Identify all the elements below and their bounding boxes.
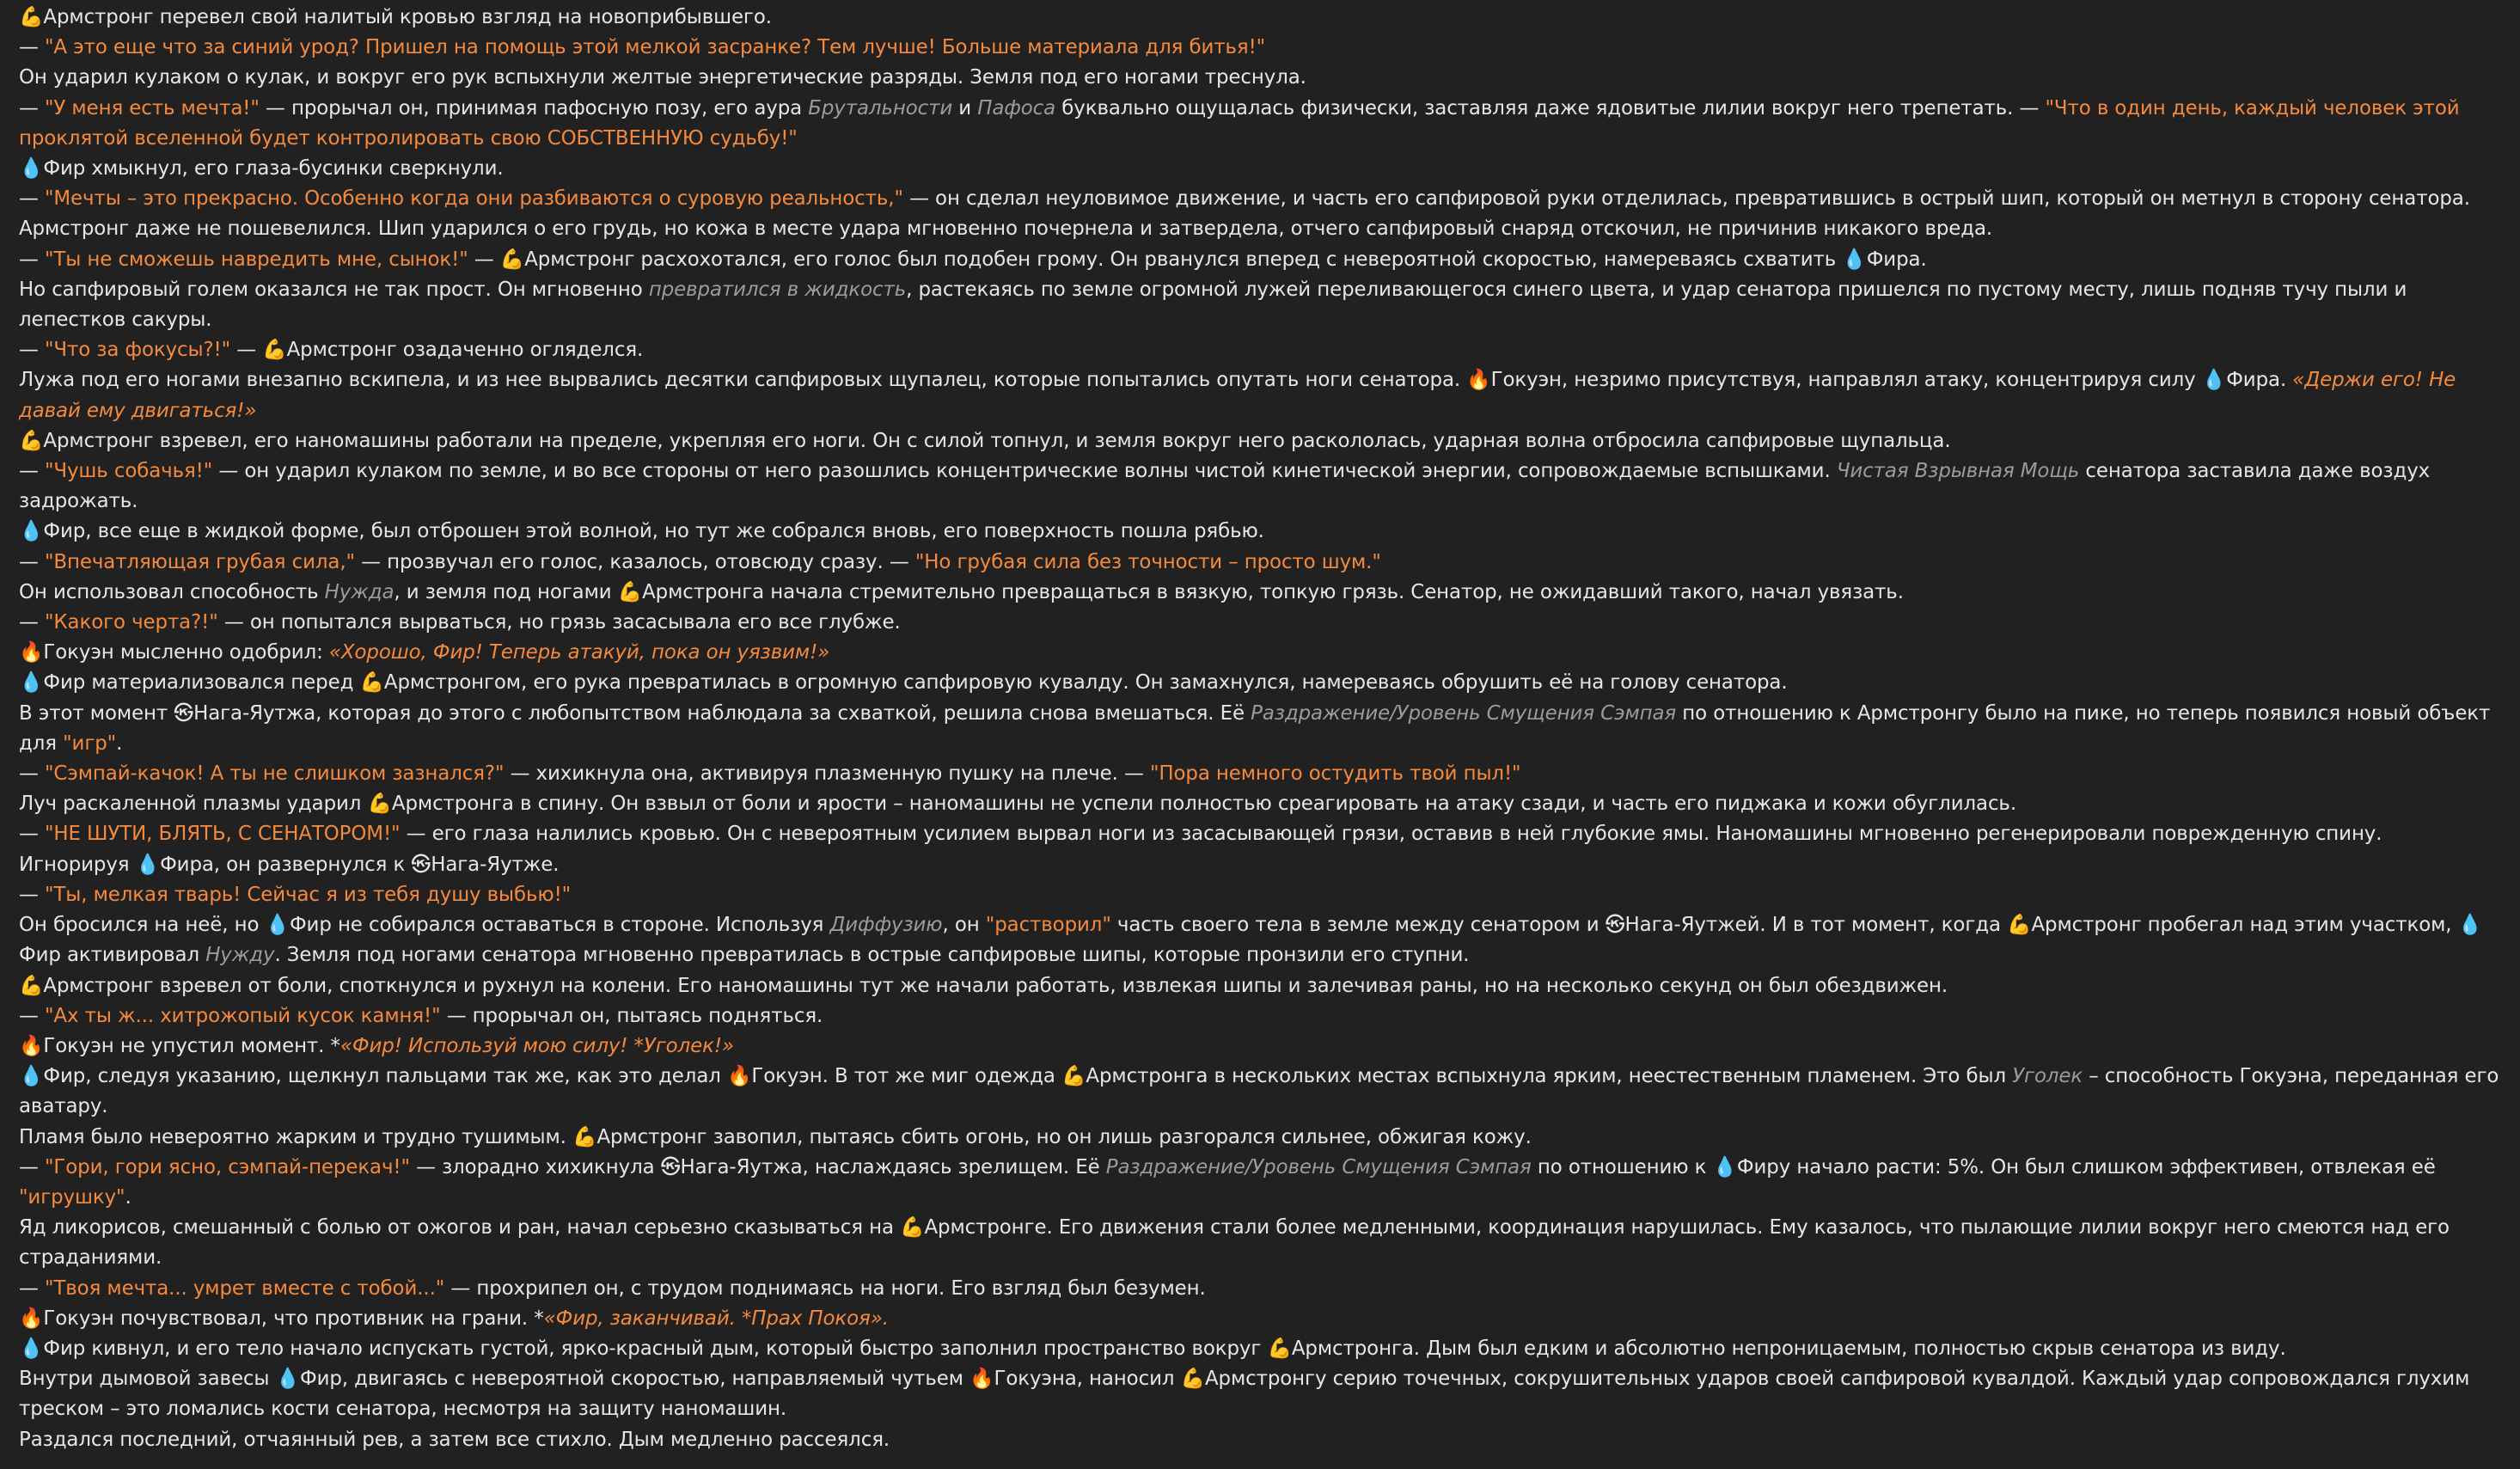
text-segment: Армстронгом, его рука превратилась в огромную сапфировую кувалду. Он замахнулся, намереваясь обрушить её на голову сенатора.	[383, 671, 1788, 695]
text-segment: сенатора заставила даже воздух задрожать.	[19, 460, 2431, 513]
droplet-icon: 💧	[19, 1065, 44, 1088]
text-segment: .	[125, 1185, 132, 1209]
story-paragraph	[19, 608, 2503, 638]
story-paragraph	[19, 759, 2503, 789]
text-segment: часть своего тела в земле между сенатором и	[1110, 914, 1606, 937]
text-segment: Армстронг расхохотался, его голос был подобен грому. Он рванулся вперед с невероятной скоростью, намереваясь схватить	[524, 248, 1843, 271]
text-segment: — прорычал он, принимая пафосную позу, его аура	[259, 96, 809, 119]
text-segment: Фира.	[1866, 248, 1927, 271]
text-segment: Армстронгу серию точечных, сокрушительных ударов своей сапфировой кувалдой. Каждый удар сопровождался глухим треском – это ломались кости сенатора, несмотря на защиту наномашин.	[19, 1368, 2470, 1421]
muscle-icon: 💪	[19, 974, 44, 997]
text-segment: Гокуэн. В тот же миг одежда	[751, 1065, 1062, 1088]
text-segment: и	[952, 96, 978, 119]
dialogue-quote: "Какого черта?!"	[44, 611, 218, 634]
ability-name: Раздражение/Уровень Смущения Сэмпая	[1105, 1155, 1532, 1178]
text-segment: Игнорируя	[19, 853, 136, 876]
droplet-icon: 💧	[265, 914, 290, 937]
telepathic-quote: «Фир! Используй мою силу! *Уголек!»	[339, 1034, 734, 1057]
story-paragraph	[19, 789, 2503, 819]
text-segment: Фир, двигаясь с невероятной скоростью, направляемый чутьем	[299, 1368, 970, 1391]
story-paragraph	[19, 1334, 2503, 1364]
dialogue-quote: "игр"	[63, 731, 117, 755]
dialogue-quote: "А это еще что за синий урод? Пришел на помощь этой мелкой засранке? Тем лучше! Больше материала для битья!"	[44, 36, 1266, 59]
ability-name: Чистая Взрывная Мощь	[1836, 460, 2080, 483]
text-segment: —	[19, 550, 45, 573]
text-segment: —	[19, 1155, 45, 1178]
text-segment: по отношению к Армстронгу было на пике, но теперь появился новый объект для	[19, 701, 2491, 755]
naga-emblem-icon: ㉿	[174, 701, 194, 725]
text-segment: —	[468, 248, 500, 271]
text-segment: Пламя было невероятно жарким и трудно тушимым.	[19, 1125, 573, 1148]
text-segment: , он	[942, 914, 986, 937]
text-segment: – способность Гокуэна, переданная его аватару.	[19, 1065, 2499, 1118]
dialogue-quote: "Ты не сможешь навредить мне, сынок!"	[44, 248, 468, 271]
story-paragraph	[19, 578, 2503, 608]
text-segment: Фир кивнул, и его тело начало испускать густой, ярко-красный дым, который быстро заполнил пространство вокруг	[43, 1337, 1268, 1360]
story-paragraph	[19, 699, 2503, 759]
story-paragraph	[19, 184, 2503, 214]
dialogue-quote: "Что в один день, каждый человек этой проклятой вселенной будет контролировать свою СОБСТВЕННУЮ судьбу!"	[19, 96, 2460, 150]
story-paragraph	[19, 1062, 2503, 1122]
text-segment: — злорадно хихикнула	[409, 1155, 661, 1178]
story-paragraph	[19, 426, 2503, 456]
text-segment: Нага-Яутжа, которая до этого с любопытством наблюдала за схваткой, решила снова вмешаться. Её	[193, 701, 1251, 725]
text-segment: — прохрипел он, с трудом поднимаясь на ноги. Его взгляд был безумен.	[444, 1276, 1206, 1300]
story-paragraph	[19, 214, 2503, 244]
text-segment: —	[19, 96, 45, 119]
text-segment: — он сделал неуловимое движение, и часть его сапфировой руки отделилась, превратившись в острый шип, который он метнул в сторону сенатора.	[902, 187, 2470, 211]
droplet-icon: 💧	[2457, 914, 2483, 937]
story-paragraph	[19, 33, 2503, 63]
text-segment: В этот момент	[19, 701, 174, 725]
story-paragraph	[19, 819, 2503, 849]
text-segment: Армстронга в нескольких местах вспыхнула ярким, неестественным пламенем. Это был	[1086, 1065, 2013, 1088]
dialogue-quote: "Твоя мечта... умрет вместе с тобой..."	[44, 1276, 445, 1300]
text-segment: Армстронге. Его движения стали более медленными, координация нарушилась. Ему казалось, что пылающие лилии вокруг него смеются над его страданиями.	[19, 1216, 2450, 1270]
text-segment: —	[19, 1276, 45, 1300]
story-paragraph	[19, 850, 2503, 880]
text-segment: Нага-Яутжа, наслаждаясь зрелищем. Её	[680, 1155, 1106, 1178]
fire-icon: 🔥	[969, 1368, 994, 1391]
telepathic-quote: «Держи его! Не давай ему двигаться!»	[19, 369, 2456, 422]
story-paragraph	[19, 94, 2503, 154]
text-segment: —	[19, 883, 45, 906]
dialogue-quote: "НЕ ШУТИ, БЛЯТЬ, С СЕНАТОРОМ!"	[44, 823, 401, 846]
dialogue-quote: "Ты, мелкая тварь! Сейчас я из тебя душу выбью!"	[44, 883, 572, 906]
story-paragraph	[19, 1304, 2503, 1334]
text-segment: . Земля под ногами сенатора мгновенно превратилась в острые сапфировые шипы, которые пронзили его ступни.	[274, 944, 1470, 967]
story-paragraph	[19, 154, 2503, 184]
story-paragraph	[19, 1364, 2503, 1424]
text-segment: —	[19, 187, 45, 211]
text-segment: Лужа под его ногами внезапно вскипела, и из нее вырвались десятки сапфировых щупалец, которые попытались опутать ноги сенатора.	[19, 369, 1467, 392]
text-segment: — прозвучал его голос, казалось, отовсюду сразу. —	[354, 550, 915, 573]
text-segment: Армстронг перевел свой налитый кровью взгляд на новоприбывшего.	[43, 6, 772, 28]
story-paragraph	[19, 1213, 2503, 1273]
dialogue-quote: "Впечатляющая грубая сила,"	[44, 550, 355, 573]
dialogue-quote: "Но грубая сила без точности – просто шум."	[914, 550, 1381, 573]
story-paragraph	[19, 1153, 2503, 1213]
story-paragraph	[19, 63, 2503, 93]
ability-name: Нужду	[205, 944, 275, 967]
text-segment: —	[19, 611, 45, 634]
muscle-icon: 💪	[617, 580, 643, 603]
text-segment: Гокуэн мысленно одобрил:	[43, 641, 329, 664]
text-segment: —	[230, 339, 263, 362]
fire-icon: 🔥	[19, 1034, 44, 1057]
text-segment: Фир, все еще в жидкой форме, был отброшен этой волной, но тут же собрался вновь, его поверхность пошла рябью.	[43, 520, 1264, 543]
story-paragraph	[19, 880, 2503, 910]
story-paragraph	[19, 335, 2503, 365]
text-segment: , и земля под ногами	[394, 580, 618, 603]
droplet-icon: 💧	[275, 1368, 300, 1391]
text-segment: буквально ощущалась физически, заставляя даже ядовитые лилии вокруг него трепетать. —	[1055, 96, 2046, 119]
fire-icon: 🔥	[19, 641, 44, 664]
muscle-icon: 💪	[359, 671, 384, 695]
muscle-icon: 💪	[1180, 1368, 1205, 1391]
droplet-icon: 💧	[19, 1337, 44, 1360]
story-paragraph	[19, 548, 2503, 578]
text-segment: Армстронг озадаченно огляделся.	[286, 339, 644, 362]
muscle-icon: 💪	[572, 1125, 597, 1148]
story-paragraph	[19, 3, 2503, 33]
text-segment: — он ударил кулаком по земле, и во все стороны от него разошлись концентрические волны чистой кинетической энергии, сопровождаемые вспышками.	[212, 460, 1837, 483]
telepathic-quote: «Хорошо, Фир! Теперь атакуй, пока он уязвим!»	[328, 641, 830, 664]
naga-emblem-icon: ㉿	[1605, 914, 1625, 937]
droplet-icon: 💧	[135, 853, 161, 876]
dialogue-quote: "Что за фокусы?!"	[44, 339, 231, 362]
muscle-icon: 💪	[262, 339, 287, 362]
ability-name: Уголек	[2012, 1065, 2083, 1088]
naga-emblem-icon: ㉿	[660, 1155, 681, 1178]
muscle-icon: 💪	[19, 429, 44, 452]
text-segment: Гокуэн, незримо присутствуя, направлял атаку, концентрируя силу	[1490, 369, 2202, 392]
text-segment: — прорычал он, пытаясь подняться.	[440, 1004, 823, 1027]
text-segment: Фир материализовался перед	[43, 671, 360, 695]
droplet-icon: 💧	[1712, 1155, 1737, 1178]
text-segment: Он ударил кулаком о кулак, и вокруг его рук вспыхнули желтые энергетические разряды. Земля под его ногами треснула.	[19, 66, 1306, 89]
dialogue-quote: "Мечты – это прекрасно. Особенно когда они разбиваются о суровую реальность,"	[44, 187, 903, 211]
text-segment: —	[19, 762, 45, 786]
text-segment: Фир, следуя указанию, щелкнул пальцами так же, как это делал	[43, 1065, 727, 1088]
text-segment: Армстронга в спину. Он взвыл от боли и ярости – наномашины не успели полностью среагировать на атаку сзади, и часть его пиджака и кожи обуглилась.	[391, 793, 2016, 816]
dialogue-quote: "растворил"	[985, 914, 1111, 937]
text-segment: Он бросился на неё, но	[19, 914, 266, 937]
text-segment: Яд ликорисов, смешанный с болью от ожогов и ран, начал серьезно сказываться на	[19, 1216, 901, 1239]
text-segment: Фир хмыкнул, его глаза-бусинки сверкнули.	[43, 157, 504, 181]
text-segment: Фиру начало расти: 5%. Он был слишком эффективен, отвлекая её	[1736, 1155, 2436, 1178]
text-segment: —	[19, 36, 45, 59]
dialogue-quote: "Ах ты ж... хитрожопый кусок камня!"	[44, 1004, 441, 1027]
muscle-icon: 💪	[367, 793, 392, 816]
text-segment: Луч раскаленной плазмы ударил	[19, 793, 368, 816]
text-segment: — он попытался вырваться, но грязь засасывала его все глубже.	[217, 611, 901, 634]
text-segment: —	[19, 460, 45, 483]
muscle-icon: 💪	[2007, 914, 2032, 937]
text-segment: — хихикнула она, активируя плазменную пушку на плече. —	[504, 762, 1150, 786]
droplet-icon: 💧	[19, 520, 44, 543]
droplet-icon: 💧	[2201, 369, 2227, 392]
text-segment: Армстронг завопил, пытаясь сбить огонь, но он лишь разгорался сильнее, обжигая кожу.	[596, 1125, 1532, 1148]
text-segment: —	[19, 248, 45, 271]
story-paragraph	[19, 245, 2503, 275]
fire-icon: 🔥	[1466, 369, 1491, 392]
story-paragraph	[19, 365, 2503, 425]
text-segment: Армстронга начала стремительно превращаться в вязкую, топкую грязь. Сенатор, не ожидавший такого, начал увязать.	[642, 580, 1904, 603]
dialogue-quote: "Пора немного остудить твой пыл!"	[1149, 762, 1521, 786]
text-segment: Армстронга. Дым был едким и абсолютно непроницаемым, полностью скрыв сенатора из виду.	[1291, 1337, 2286, 1360]
text-segment: —	[19, 339, 45, 362]
story-paragraph	[19, 1425, 2503, 1455]
text-segment: Армстронг даже не пошевелился. Шип ударился о его грудь, но кожа в месте удара мгновенно почернела и затвердела, отчего сапфировый снаряд отскочил, не причинив никакого вреда.	[19, 217, 1993, 241]
text-segment: Фира.	[2226, 369, 2293, 392]
droplet-icon: 💧	[19, 157, 44, 181]
story-paragraph	[19, 910, 2503, 970]
text-segment: Нага-Яутжей. И в тот момент, когда	[1624, 914, 2008, 937]
ability-name: Раздражение/Уровень Смущения Сэмпая	[1251, 701, 1677, 725]
text-segment: —	[19, 823, 45, 846]
muscle-icon: 💪	[1267, 1337, 1292, 1360]
ability-name: превратился в жидкость	[648, 278, 907, 301]
text-segment: Гокуэн не упустил момент. *	[43, 1034, 340, 1057]
text-segment: Он использовал способность	[19, 580, 325, 603]
naga-emblem-icon: ㉿	[411, 853, 431, 876]
droplet-icon: 💧	[1842, 248, 1867, 271]
fire-icon: 🔥	[726, 1065, 752, 1088]
text-segment: Фира, он развернулся к	[160, 853, 412, 876]
text-segment: , растекаясь по земле огромной лужей переливающегося синего цвета, и удар сенатора пришелся по пустому месту, лишь подняв тучу пыли и лепестков сакуры.	[19, 278, 2407, 332]
story-paragraph	[19, 971, 2503, 1001]
story-paragraph	[19, 668, 2503, 698]
ability-name: Нужда	[324, 580, 395, 603]
ability-name: Пафоса	[977, 96, 1056, 119]
story-paragraph	[19, 517, 2503, 547]
story-paragraph	[19, 1274, 2503, 1304]
text-segment: Гокуэна, наносил	[994, 1368, 1181, 1391]
dialogue-quote: "У меня есть мечта!"	[44, 96, 260, 119]
ability-name: Диффузию	[829, 914, 943, 937]
text-segment: Гокуэн почувствовал, что противник на грани. *	[43, 1307, 544, 1330]
story-paragraph	[19, 638, 2503, 668]
dialogue-quote: "Гори, гори ясно, сэмпай-перекач!"	[44, 1155, 410, 1178]
telepathic-quote: «Фир, заканчивай. *Прах Покоя».	[543, 1307, 889, 1330]
text-segment: — его глаза налились кровью. Он с невероятным усилием вырвал ноги из засасывающей грязи, оставив в ней глубокие ямы. Наномашины мгновенно регенерировали поврежденную спину.	[400, 823, 2382, 846]
fire-icon: 🔥	[19, 1307, 44, 1330]
muscle-icon: 💪	[19, 6, 44, 28]
muscle-icon: 💪	[900, 1216, 925, 1239]
story-paragraph	[19, 275, 2503, 335]
droplet-icon: 💧	[19, 671, 44, 695]
text-segment: Армстронг взревел, его наномашины работали на пределе, укрепляя его ноги. Он с силой топнул, и земля вокруг него раскололась, ударная волна отбросила сапфировые щупальца.	[43, 429, 1951, 452]
dialogue-quote: "Чушь собачья!"	[44, 460, 213, 483]
muscle-icon: 💪	[1061, 1065, 1086, 1088]
dialogue-quote: "Сэмпай-качок! А ты не слишком зазнался?"	[44, 762, 505, 786]
text-segment: .	[116, 731, 123, 755]
text-segment: Армстронг пробегал над этим участком,	[2031, 914, 2458, 937]
text-segment: Армстронг взревел от боли, споткнулся и рухнул на колени. Его наномашины тут же начали работать, извлекая шипы и залечивая раны, но на несколько секунд он был обездвижен.	[43, 974, 1948, 997]
ability-name: Брутальности	[808, 96, 953, 119]
muscle-icon: 💪	[499, 248, 525, 271]
text-segment: Внутри дымовой завесы	[19, 1368, 276, 1391]
text-segment: Нага-Яутже.	[431, 853, 560, 876]
text-segment: Фир не собирался оставаться в стороне. Используя	[289, 914, 830, 937]
text-segment: по отношению к	[1531, 1155, 1713, 1178]
dialogue-quote: "игрушку"	[19, 1185, 125, 1209]
text-segment: —	[19, 1004, 45, 1027]
text-segment: Фир активировал	[19, 944, 206, 967]
story-paragraph	[19, 456, 2503, 517]
story-paragraph	[19, 1031, 2503, 1062]
story-paragraph	[19, 1001, 2503, 1031]
text-segment: Но сапфировый голем оказался не так прост. Он мгновенно	[19, 278, 649, 301]
story-paragraph	[19, 1123, 2503, 1153]
text-segment: Раздался последний, отчаянный рев, а затем все стихло. Дым медленно рассеялся.	[19, 1428, 890, 1451]
